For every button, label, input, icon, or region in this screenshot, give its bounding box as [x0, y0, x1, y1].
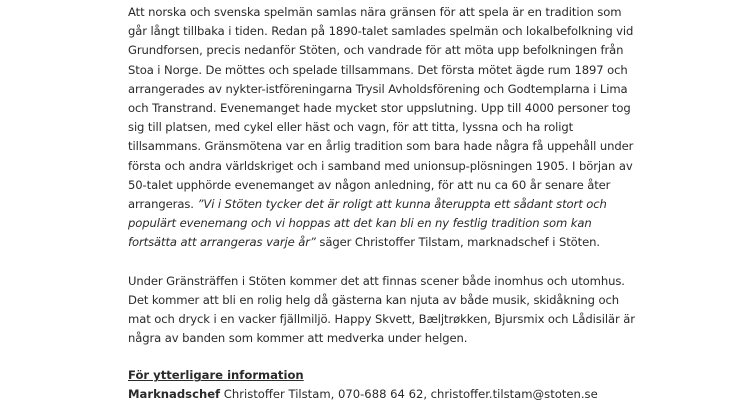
contact-role: Marknadschef	[128, 387, 221, 402]
press-release-body	[128, 3, 638, 404]
contact-details: Christoffer Tilstam, 070-688 64 62, christoffer.tilstam@stoten.se	[220, 387, 598, 402]
history-text: Att norska och svenska spelmän samlas nära gränsen för att spela är en tradition som går långt tillbaka i tiden. Redan på 1890-talet samlades spelmän och lokalbefolkning vid Grundforsen, precis nedanför Stöten, och vandrade för att möta upp befolkningen från Stoa i Norge. De möttes och spelade tillsammans. Det första mötet ägde rum 1897 och arrangerades av nykter-istföreningarna Trysil Avholdsförening och Godtemplarna i Lima och Transtrand. Evenemanget hade mycket stor uppslutning. Upp till 4000 personer tog sig till platsen, med cykel eller häst och vagn, för att titta, lyssna och ha roligt tillsammans. Gränsmötena var en årlig tradition som bara hade några få uppehåll under första och andra världskriget och i samband med unionsup-plösningen 1905. I början av 50-talet upphörde evenemanget av någon anledning, för att nu ca 60 år senare åter arrangeras.	[128, 5, 634, 212]
marketing-quote: ”Vi i Stöten tycker det är roligt att kunna återuppta ett sådant stort och populärt evenemang och vi hoppas att det kan bli en ny festlig tradition som kan fortsätta att arrangeras varje år”	[128, 197, 607, 250]
paragraph-history	[128, 3, 638, 253]
contact-section	[128, 366, 638, 404]
quote-attribution: säger Christoffer Tilstam, marknadschef i Stöten.	[315, 235, 600, 250]
paragraph-event: Under Gränsträffen i Stöten kommer det att finnas scener både inomhus och utomhus. Det kommer att bli en rolig helg då gästerna kan njuta av både musik, skidåkning och mat och dryck i en vacker fjällmiljö. Happy Skvett, Bæljtrøkken, Bjursmix och Lådisilär är några av banden som kommer att medverka under helgen.	[128, 273, 635, 346]
contact-heading: För ytterligare information	[128, 368, 304, 383]
contact-line	[128, 385, 638, 404]
